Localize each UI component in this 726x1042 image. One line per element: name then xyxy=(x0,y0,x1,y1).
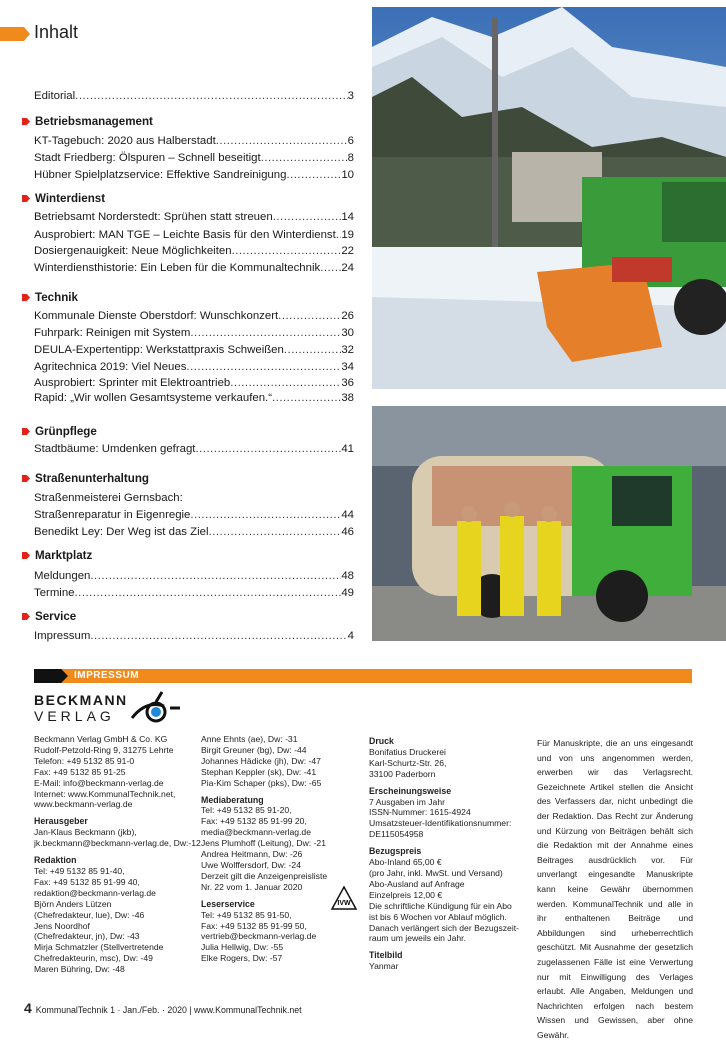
impressum-line: Jan-Klaus Beckmann (jkb), xyxy=(34,827,137,838)
impressum-line: Internet: www.KommunalTechnik.net, xyxy=(34,788,176,799)
impressum-heading: Leserservice xyxy=(201,898,255,909)
toc-entry[interactable] xyxy=(34,326,354,340)
toc-section-heading xyxy=(22,549,92,562)
toc-entry-title: Winterdiensthistorie: Ein Leben für die Kommunaltechnik xyxy=(34,262,321,274)
inhalt-tab xyxy=(0,27,30,41)
toc-entry[interactable] xyxy=(34,525,354,539)
toc-page-number: 46 xyxy=(341,526,354,538)
impressum-heading: Mediaberatung xyxy=(201,794,264,805)
section-title: Betriebsmanagement xyxy=(35,115,153,128)
impressum-heading: Titelbild xyxy=(369,950,403,961)
impressum-line: Anne Ehnts (ae), Dw: -31 xyxy=(201,734,298,744)
toc-entry-title: Betriebsamt Norderstedt: Sprühen statt streuen xyxy=(34,211,273,223)
toc-entry[interactable] xyxy=(34,309,354,323)
toc-page-number: 30 xyxy=(341,327,354,339)
toc-page-number: 34 xyxy=(341,361,354,373)
toc-entry-title: Agritechnica 2019: Viel Neues xyxy=(34,361,187,373)
impressum-line: Birgit Greuner (bg), Dw: -44 xyxy=(201,744,307,755)
toc-entry-title: Hübner Spielplatzservice: Effektive Sandreinigung xyxy=(34,169,287,181)
toc-page-number: 38 xyxy=(341,392,354,404)
impressum-line: Mirja Schmatzler (Stellvertretende xyxy=(34,942,164,953)
impressum-line: Yanmar xyxy=(369,961,399,972)
toc-section-heading xyxy=(22,472,149,485)
section-arrow-icon xyxy=(22,475,30,482)
impressum-line: Tel: +49 5132 85 91-20, xyxy=(201,805,292,816)
toc-leader-dots xyxy=(90,629,347,643)
impressum-heading: Redaktion xyxy=(34,855,77,866)
impressum-line: Abo-Ausland auf Anfrage xyxy=(369,878,465,889)
toc-leader-dots xyxy=(273,210,342,224)
impressum-line: jk.beckmann@beckmann-verlag.de, Dw:-12 xyxy=(34,838,201,849)
toc-entry-title: Fuhrpark: Reinigen mit System xyxy=(34,327,191,339)
toc-entry[interactable] xyxy=(34,168,354,182)
toc-page-number: 22 xyxy=(341,245,354,257)
impressum-line: Elke Rogers, Dw: -57 xyxy=(201,953,283,964)
impressum-line: Uwe Wolffersdorf, Dw: -24 xyxy=(201,859,301,870)
toc-subheading xyxy=(34,491,354,505)
toc-leader-dots xyxy=(286,168,341,182)
toc-leader-dots xyxy=(230,376,341,390)
impressum-line: redaktion@beckmann-verlag.de xyxy=(34,887,156,898)
toc-section-heading xyxy=(22,192,105,205)
photo-depot-team xyxy=(372,406,726,641)
toc-entry[interactable] xyxy=(34,244,354,258)
impressum-line: Umsatzsteuer-Identifikationsnummer: xyxy=(369,818,512,829)
toc-entry[interactable] xyxy=(34,210,354,224)
page-title: Inhalt xyxy=(34,22,79,42)
logo-eye-icon xyxy=(126,688,182,728)
impressum-line: vertrieb@beckmann-verlag.de xyxy=(201,931,317,942)
footer-text: KommunalTechnik 1 · Jan./Feb. · 2020 | www.KommunalTechnik.net xyxy=(35,1005,302,1015)
toc-leader-dots xyxy=(90,569,341,583)
impressum-line: Telefon: +49 5132 85 91-0 xyxy=(34,755,135,766)
section-arrow-icon xyxy=(22,294,30,301)
toc-leader-dots xyxy=(190,326,341,340)
section-title: Winterdienst xyxy=(35,192,106,205)
toc-entry-title: Ausprobiert: MAN TGE – Leichte Basis für den Winterdienst xyxy=(34,229,336,241)
toc-entry[interactable] xyxy=(34,391,354,405)
toc-page-number: 8 xyxy=(347,152,354,164)
toc-entry-title: Kommunale Dienste Oberstdorf: Wunschkonzert xyxy=(34,310,279,322)
toc-leader-dots xyxy=(320,261,341,275)
toc-entry-title: DEULA-Expertentipp: Werkstattpraxis Schweißen xyxy=(34,344,284,356)
section-arrow-icon xyxy=(22,613,30,620)
impressum-line: DE115054958 xyxy=(369,829,424,840)
toc-page-number: 49 xyxy=(341,587,354,599)
toc-page-number: 32 xyxy=(341,344,354,356)
toc-page-number: 19 xyxy=(341,229,354,241)
impressum-line: Jens Plumhoff (Leitung), Dw: -21 xyxy=(201,838,326,849)
toc-section-heading xyxy=(22,610,76,623)
toc-leader-dots xyxy=(209,525,342,539)
impressum-line: www.beckmann-verlag.de xyxy=(34,799,133,810)
impressum-heading: Druck xyxy=(369,736,394,746)
toc-entry[interactable] xyxy=(34,569,354,583)
impressum-line: Chefredakteurin, msc), Dw: -49 xyxy=(34,953,153,964)
toc-leader-dots xyxy=(272,391,341,405)
impressum-line: 33100 Paderborn xyxy=(369,768,436,779)
toc-leader-dots xyxy=(278,309,341,323)
toc-entry[interactable] xyxy=(34,134,354,148)
section-arrow-icon xyxy=(22,552,30,559)
depot-scene-image xyxy=(372,406,726,641)
toc-leader-dots xyxy=(75,586,342,600)
page-number: 4 xyxy=(24,1000,32,1016)
toc-entry-title: Straßenreparatur in Eigenregie xyxy=(34,509,191,521)
toc-entry-title: Meldungen xyxy=(34,570,91,582)
impressum-line: Johannes Hädicke (jh), Dw: -47 xyxy=(201,755,321,766)
toc-entry-title: Impressum xyxy=(34,630,91,642)
toc-entry-title: Termine xyxy=(34,587,75,599)
ivw-icon xyxy=(331,886,357,910)
impressum-legal-text: Für Manuskripte, die an uns eingesandt und von uns angenommen werden, erwerben wir das Verlagsrecht. Gezeichnete Artikel stellen die Ansicht des Verfassers dar, nicht unbedingt die der Redaktion. Das Recht zur Änderung und Kürzung von Beiträgen behält sich die Redaktion mit der Annahme eines Beitrages ausdrücklich vor. Für unverlangt eingesandte Manuskripte kann keine Gewähr übernommen werden. KommunalTechnik und alle in ihr enthaltenen Beiträge und Abbildungen sind urheberrechtlich geschützt. Mit Ausnahme der gesetzlich zugelassenen Fälle ist eine Verwertung nur mit Einwilligung des Verlages erlaubt. Alle Angaben, Meldungen und Nachrichten erfolgen nach bestem Wissen und Gewissen, aber ohne Gewähr. xyxy=(537,738,693,1040)
toc-leader-dots xyxy=(216,134,348,148)
section-title: Technik xyxy=(35,291,78,304)
impressum-line: Fax: +49 5132 85 91-25 xyxy=(34,766,126,777)
toc-entry-title: Editorial xyxy=(34,90,76,102)
impressum-bar xyxy=(34,669,692,683)
toc-page-number: 6 xyxy=(347,135,354,147)
impressum-col-1 xyxy=(34,734,201,975)
impressum-line: Jens Noordhof xyxy=(34,920,90,931)
toc-entry[interactable] xyxy=(34,343,354,357)
toc-leader-dots xyxy=(75,89,348,103)
impressum-heading: Erscheinungsweise xyxy=(369,785,452,796)
toc-section-heading xyxy=(22,425,97,438)
impressum-line: (Chefredakteur, jn), Dw: -43 xyxy=(34,931,140,942)
toc-page-number: 44 xyxy=(341,509,354,521)
toc-entry[interactable] xyxy=(34,261,354,275)
toc-leader-dots xyxy=(261,151,348,165)
toc-leader-dots xyxy=(232,244,342,258)
toc-entry[interactable] xyxy=(34,629,354,643)
toc-entry-title: Benedikt Ley: Der Weg ist das Ziel xyxy=(34,526,209,538)
toc-leader-dots xyxy=(284,343,341,357)
toc-entry-title: KT-Tagebuch: 2020 aus Halberstadt xyxy=(34,135,216,147)
toc-entry-title: Ausprobiert: Sprinter mit Elektroantrieb xyxy=(34,377,231,389)
page-footer xyxy=(24,1000,302,1016)
toc-entry-title: Straßenmeisterei Gernsbach: xyxy=(34,492,183,504)
beckmann-verlag-logo xyxy=(34,688,184,730)
toc-entry[interactable] xyxy=(34,586,354,600)
impressum-heading: Herausgeber xyxy=(34,816,88,827)
impressum-line: Maren Bühring, Dw: -48 xyxy=(34,964,125,975)
impressum-line: raum um jeweils ein Jahr. xyxy=(369,933,466,944)
logo-line-2: VERLAG xyxy=(34,708,115,724)
impressum-line: Karl-Schurtz-Str. 26, xyxy=(369,757,447,768)
toc-section-heading xyxy=(22,291,78,304)
impressum-line: ist bis 6 Wochen vor Ablauf möglich. xyxy=(369,911,507,922)
impressum-line: Abo-Inland 65,00 € xyxy=(369,857,442,868)
svg-text:IVW: IVW xyxy=(337,900,351,907)
toc-entry[interactable] xyxy=(34,508,354,522)
section-arrow-icon xyxy=(22,195,30,202)
impressum-line: Rudolf-Petzold-Ring 9, 31275 Lehrte xyxy=(34,744,174,755)
toc-entry[interactable] xyxy=(34,360,354,374)
impressum-line: Tel: +49 5132 85 91-40, xyxy=(34,865,125,876)
toc-page-number: 26 xyxy=(341,310,354,322)
impressum-line: (Chefredakteur, lue), Dw: -46 xyxy=(34,909,145,920)
impressum-line: Einzelpreis 12,00 € xyxy=(369,889,443,900)
toc-page-number: 4 xyxy=(347,630,354,642)
toc-page-number: 3 xyxy=(347,90,354,102)
impressum-line: 7 Ausgaben im Jahr xyxy=(369,796,445,807)
toc-leader-dots xyxy=(186,360,341,374)
impressum-line: Fax: +49 5132 85 91-99 40, xyxy=(34,876,140,887)
impressum-line: Die schriftliche Kündigung für ein Abo xyxy=(369,900,512,911)
impressum-line: media@beckmann-verlag.de xyxy=(201,827,311,838)
toc-page-number: 41 xyxy=(341,443,354,455)
impressum-line: Björn Anders Lützen xyxy=(34,898,112,909)
toc-leader-dots xyxy=(195,442,341,456)
toc-entry-title: Rapid: „Wir wollen Gesamtsysteme verkaufen.“ xyxy=(34,392,273,404)
logo-line-1: BECKMANN xyxy=(34,692,128,708)
impressum-line: Derzeit gilt die Anzeigenpreisliste xyxy=(201,870,328,881)
toc-page-number: 24 xyxy=(341,262,354,274)
impressum-line: Julia Hellwig, Dw: -55 xyxy=(201,942,284,953)
impressum-line: Tel: +49 5132 85 91-50, xyxy=(201,909,292,920)
section-title: Service xyxy=(35,610,77,623)
impressum-line: Fax: +49 5132 85 91-99 50, xyxy=(201,920,307,931)
impressum-heading: Bezugspreis xyxy=(369,846,422,857)
impressum-line: Pia-Kim Schaper (pks), Dw: -65 xyxy=(201,777,322,788)
toc-entry[interactable] xyxy=(34,376,354,390)
impressum-label: IMPRESSUM xyxy=(74,670,140,681)
winter-scene-image xyxy=(372,7,726,389)
section-title: Grünpflege xyxy=(35,425,97,438)
toc-entry-title: Stadt Friedberg: Ölspuren – Schnell beseitigt xyxy=(34,152,261,164)
impressum-line: E-Mail: info@beckmann-verlag.de xyxy=(34,777,164,788)
toc-entry[interactable] xyxy=(34,228,354,242)
toc-page-number: 14 xyxy=(341,211,354,223)
impressum-line: ISSN-Nummer: 1615-4924 xyxy=(369,807,471,818)
toc-page-number: 36 xyxy=(341,377,354,389)
impressum-line: Andrea Heitmann, Dw: -26 xyxy=(201,849,303,860)
impressum-line: (pro Jahr, inkl. MwSt. und Versand) xyxy=(369,867,503,878)
toc-leader-dots xyxy=(190,508,341,522)
impressum-line: Beckmann Verlag GmbH & Co. KG xyxy=(34,734,168,744)
impressum-line: Stephan Keppler (sk), Dw: -41 xyxy=(201,766,317,777)
impressum-col-3 xyxy=(369,730,519,972)
toc-entry[interactable] xyxy=(34,442,354,456)
section-arrow-icon xyxy=(22,428,30,435)
toc-entry[interactable] xyxy=(34,151,354,165)
impressum-line: Danach verlängert sich der Bezugszeit- xyxy=(369,922,519,933)
toc-entry[interactable] xyxy=(34,89,354,103)
impressum-bar-arrow xyxy=(34,669,68,683)
photo-winter-snowplow xyxy=(372,7,726,389)
toc-entry-title: Stadtbäume: Umdenken gefragt xyxy=(34,443,196,455)
toc-section-heading xyxy=(22,115,153,128)
toc-entry-title: Dosiergenauigkeit: Neue Möglichkeiten xyxy=(34,245,232,257)
toc-page-number: 48 xyxy=(341,570,354,582)
section-arrow-icon xyxy=(22,118,30,125)
impressum-col-2 xyxy=(201,734,327,964)
impressum-line: Fax: +49 5132 85 91-99 20, xyxy=(201,816,307,827)
section-title: Marktplatz xyxy=(35,549,93,562)
impressum-line: Bonifatius Druckerei xyxy=(369,746,446,757)
impressum-line: Nr. 22 vom 1. Januar 2020 xyxy=(201,881,303,892)
section-title: Straßenunterhaltung xyxy=(35,472,150,485)
toc-page-number: 10 xyxy=(341,169,354,181)
